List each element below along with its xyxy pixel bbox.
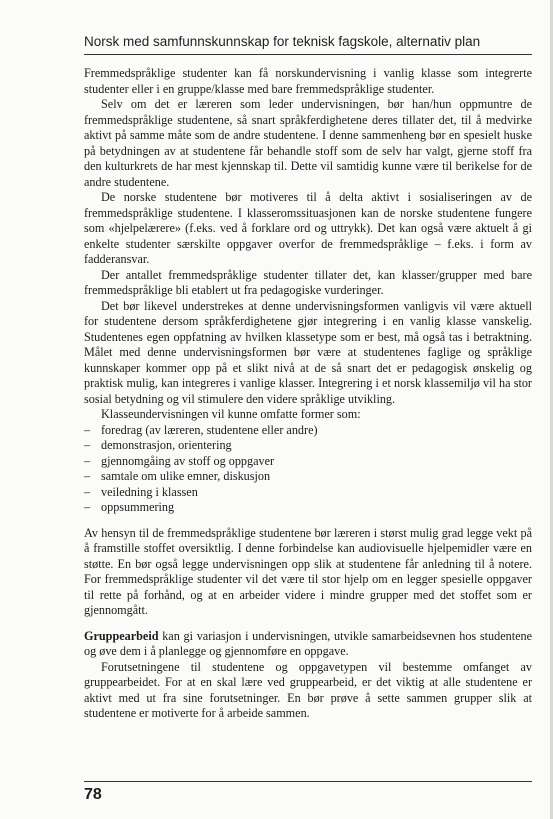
list-item [84,438,532,454]
spacer [84,516,532,526]
paragraph: Forutsetningene til studentene og oppgavetypen vil bestemme omfanget av gruppearbeidet. For at en skal lære ved gruppearbeid, er det viktig at alle studentene er aktivt med ut fra sine forutsetninger. En bør prøve å sette sammen grupper slik at studentene er motiverte for å arbeide sammen. [84,659,532,720]
body-text [84,66,532,722]
list-item-text: gjennomgåing av stoff og oppgaver [101,453,275,468]
paragraph: Der antallet fremmedspråklige studenter tillater det, kan klasser/grupper med bare fremmedspråklige bli etablert ut fra pedagogiske vurderinger. [84,267,532,297]
list-item [84,423,532,439]
paragraph: Selv om det er læreren som leder undervisningen, bør han/hun oppmuntre de fremmedspråklige studentene, så snart språkferdighetene deres tillater det, til å medvirke aktivt på samme måte som de andre studentene. I denne sammenheng bør en spesielt huske på betydningen av at studentene får behandle stoff som de selv har valgt, gjerne stoff fra den kulturkrets de har mest kjennskap til. Dette vil samtidig kunne være til berikelse for de andre studentene. [84,97,532,189]
page-number: 78 [84,786,102,803]
list-item-text: oppsummering [101,500,175,514]
list-item [84,454,532,470]
spacer [84,619,532,629]
paragraph-text: kan gi variasjon i undervisningen, utvikle samarbeidsevnen hos studentene og øve dem i å planlegge og gjennomføre en oppgave. [84,628,532,658]
paragraph: Av hensyn til de fremmedspråklige studentene bør læreren i størst mulig grad legge vekt på å framstille stoffet oversiktlig. I denne forbindelse kan audiovisuelle hjelpemidler være en støtte. En bør også legge undervisningen opp slik at studentene får anledning til å notere. For fremmedspråklige studenter vil det være til stor hjelp om en legger spesielle oppgaver til rette på forhånd, og at en arbeider videre i mindre grupper med det stoffet som er gjennomgått. [84,525,532,617]
paragraph: Fremmedspråklige studenter kan få norskundervisning i vanlig klasse som integrerte studenter eller i en gruppe/klasse med bare fremmedspråklige studenter. [84,66,532,96]
list-item [84,500,532,516]
dash-marker: – [84,422,91,437]
list-item-text: samtale om ulike emner, diskusjon [101,469,271,483]
list-item-text: veiledning i klassen [101,484,198,499]
form-list [84,423,532,516]
paragraph: Det bør likevel understrekes at denne undervisningsformen vanligvis vil være aktuell for studentene dersom språkferdighetene gjør integrering i en vanlig klasse vanskelig. Studentenes egen oppfatning av hvilken klassetype som er best, må også tas i betraktning. Målet med denne undervisningsformen bør være at studentenes faglige og språklige kunnskaper kommer opp på et slikt nivå at de så snart det er pedagogisk ønskelig og praktisk mulig, kan integreres i vanlige klasser. Integrering i et norsk klassemiljø vil ha stor sosial betydning og vil stimulere den videre språklige utvikling. [84,298,532,406]
list-item [84,469,532,485]
dash-marker: – [84,500,91,514]
header-rule [84,54,532,55]
paragraph: Klasseundervisningen vil kunne omfatte former som: [101,407,361,421]
list-item [84,485,532,501]
paragraph [84,629,532,660]
paragraph: De norske studentene bør motiveres til å delta aktivt i sosialiseringen av de fremmedspråklige studentene. I klasseromssituasjonen kan de norske studentene fungere som «hjelpelærere» (f.eks. ved å forklare ord og uttrykk). Det kan også være aktuelt å gi enkelte studenter særskilte oppgaver overfor de fremmedspråklige – f.eks. i form av fadderansvar. [84,190,532,266]
list-item-text: demonstrasjon, orientering [101,438,232,452]
list-item-text: foredrag (av læreren, studentene eller andre) [101,422,318,437]
dash-marker: – [84,484,91,499]
footer-rule [84,781,532,782]
dash-marker: – [84,438,91,452]
dash-marker: – [84,469,91,483]
paragraph-lead-term: Gruppearbeid [84,628,159,643]
running-header: Norsk med samfunnskunnskap for teknisk fagskole, alternativ plan [84,34,481,49]
dash-marker: – [84,453,91,468]
